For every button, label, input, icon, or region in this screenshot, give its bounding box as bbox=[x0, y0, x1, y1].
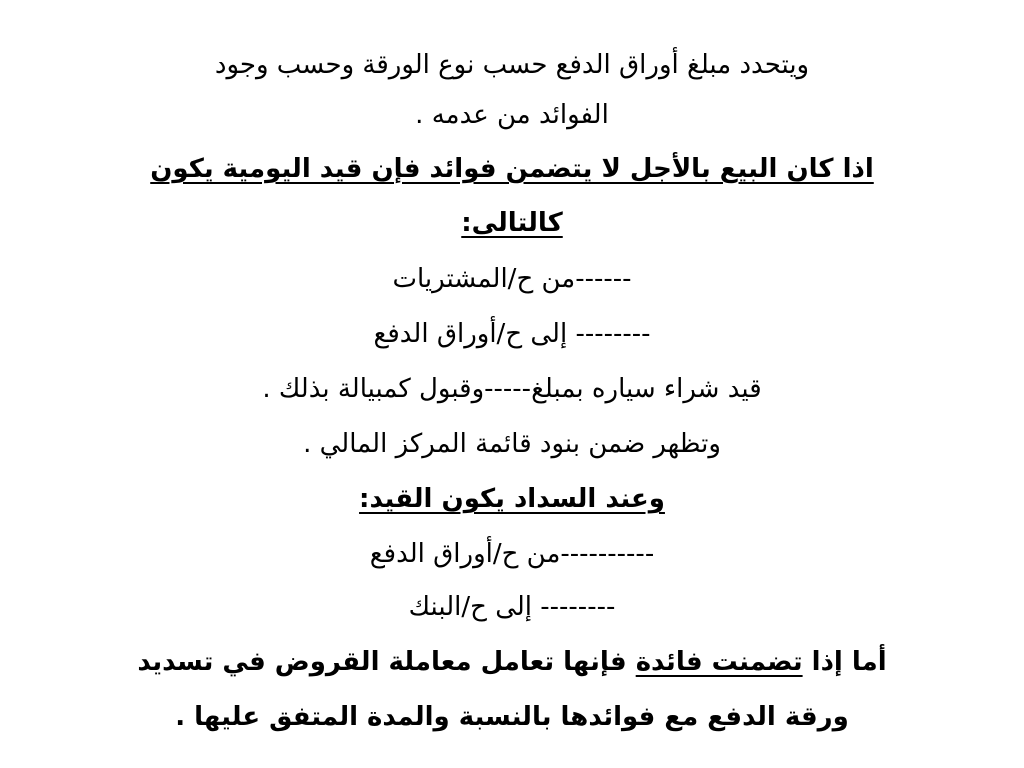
text-line: ويتحدد مبلغ أوراق الدفع حسب نوع الورقة وحسب وجود bbox=[214, 50, 810, 80]
text-segment: فإنها تعامل معاملة القروض في تسديد bbox=[137, 647, 636, 677]
journal-entry-debit: ----------من ح/أوراق الدفع bbox=[369, 539, 655, 569]
text-line: وتظهر ضمن بنود قائمة المركز المالي . bbox=[303, 429, 721, 459]
journal-entry-credit: -------- إلى ح/أوراق الدفع bbox=[373, 319, 651, 349]
text-segment: أما إذا bbox=[802, 647, 887, 677]
heading-line: كالتالى: bbox=[461, 208, 563, 238]
journal-entry-credit: -------- إلى ح/البنك bbox=[408, 592, 616, 622]
text-line: قيد شراء سياره بمبلغ-----وقبول كمبيالة بذلك . bbox=[262, 374, 762, 404]
text-line: ورقة الدفع مع فوائدها بالنسبة والمدة المتفق عليها . bbox=[175, 702, 849, 732]
journal-entry-debit: ------من ح/المشتريات bbox=[392, 264, 632, 294]
heading-line: وعند السداد يكون القيد: bbox=[359, 484, 665, 514]
text-line: الفوائد من عدمه . bbox=[415, 100, 609, 130]
text-line bbox=[0, 645, 1024, 679]
heading-line: اذا كان البيع بالأجل لا يتضمن فوائد فإن قيد اليومية يكون bbox=[150, 154, 874, 184]
underlined-phrase: تضمنت فائدة bbox=[635, 647, 803, 677]
